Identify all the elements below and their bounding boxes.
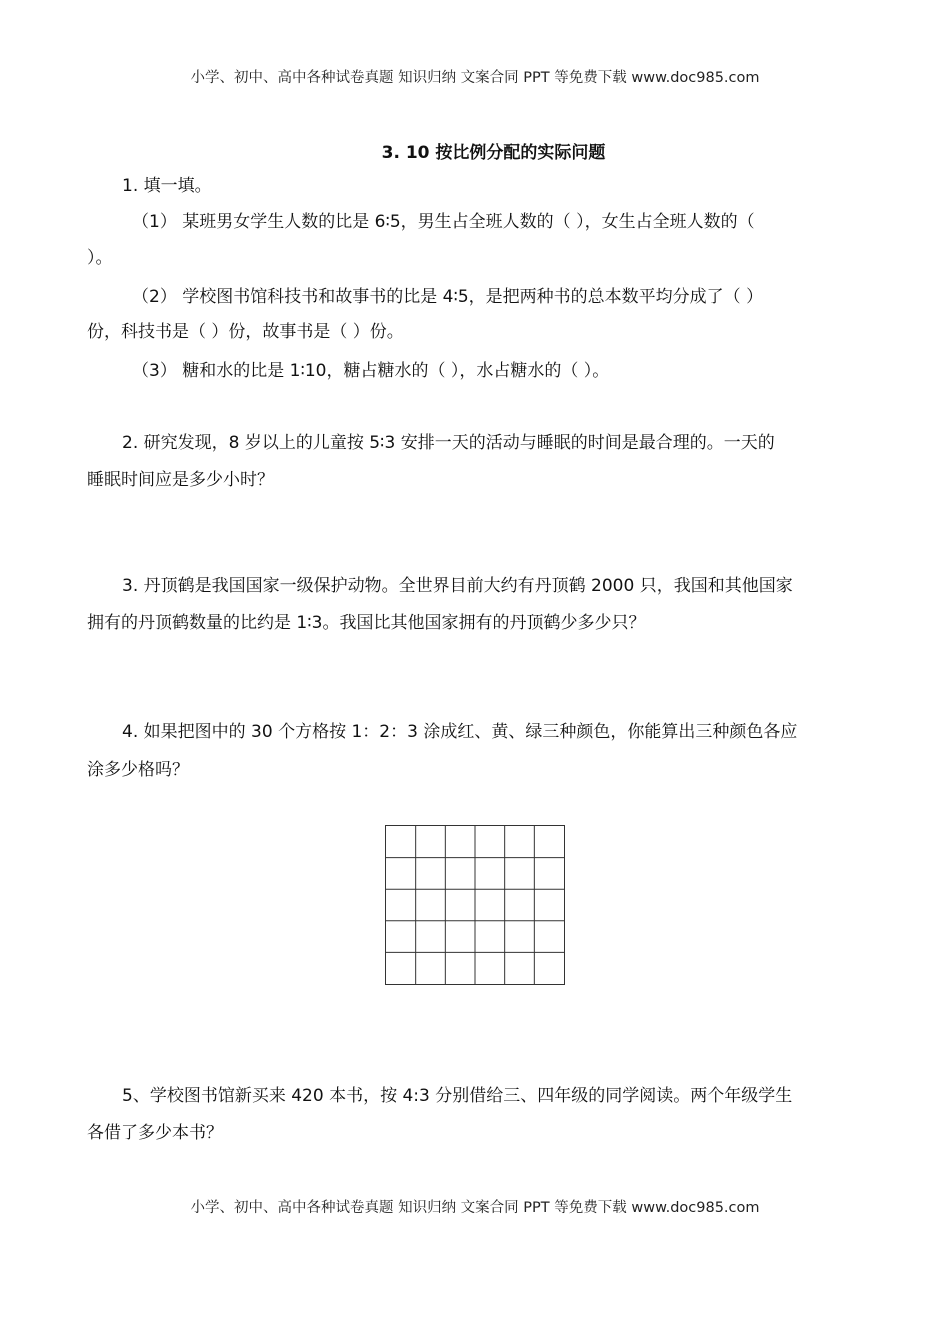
q1-intro: 1. 填一填。	[122, 176, 212, 196]
page-title: 3. 10 按比例分配的实际问题	[381, 143, 606, 163]
grid-figure	[385, 825, 565, 985]
q4-line1: 4. 如果把图中的 30 个方格按 1：2：3 涂成红、黄、绿三种颜色，你能算出三种颜色各应	[122, 722, 798, 742]
q1-part1-line1: （1） 某班男女学生人数的比是 6∶5，男生占全班人数的（ ），女生占全班人数的（	[132, 212, 755, 232]
q5-line1: 5、学校图书馆新买来 420 本书，按 4:3 分别借给三、四年级的同学阅读。两个年级学生	[122, 1086, 793, 1106]
q1-part3-line1: （3） 糖和水的比是 1∶10，糖占糖水的（ ），水占糖水的（ ）。	[132, 361, 610, 381]
grid-svg	[386, 826, 564, 984]
q4-line2: 涂多少格吗？	[87, 760, 189, 780]
q5-line2: 各借了多少本书？	[87, 1123, 223, 1143]
page-footer: 小学、初中、高中各种试卷真题 知识归纳 文案合同 PPT 等免费下载 www.doc985.com	[190, 1200, 760, 1216]
q3-line1: 3. 丹顶鹤是我国国家一级保护动物。全世界目前大约有丹顶鹤 2000 只，我国和其他国家	[122, 576, 793, 596]
q1-part2-line1: （2） 学校图书馆科技书和故事书的比是 4∶5，是把两种书的总本数平均分成了（ ）	[132, 287, 764, 307]
q2-line2: 睡眠时间应是多少小时？	[87, 470, 274, 490]
q1-part2-line2: 份，科技书是（ ）份，故事书是（ ）份。	[87, 322, 404, 342]
q3-line2: 拥有的丹顶鹤数量的比约是 1∶3。我国比其他国家拥有的丹顶鹤少多少只？	[87, 613, 646, 633]
page-header: 小学、初中、高中各种试卷真题 知识归纳 文案合同 PPT 等免费下载 www.doc985.com	[190, 70, 760, 86]
q1-part1-line2: ）。	[87, 248, 113, 268]
q2-line1: 2. 研究发现，8 岁以上的儿童按 5∶3 安排一天的活动与睡眠的时间是最合理的。一天的	[122, 433, 775, 453]
